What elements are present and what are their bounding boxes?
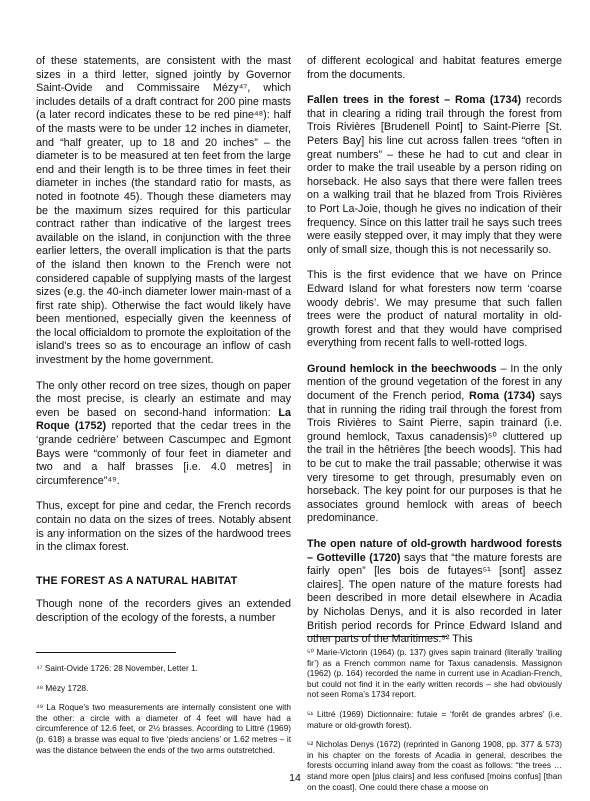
paragraph-text: says that “the mature forests are fairly open” [les bois de futayes⁵¹ [sont] assez claires]. The open nature of the mature forests had been described in more detail elsewhere in Acadia by Nicholas Denys, and it is also recorded in later British period records for Prince Edward Island and other parts of the Maritimes.⁵² This <box>307 551 563 646</box>
footnote: ⁴⁹ La Roque’s two measurements are internally consistent one with the other: a circle with a diameter of 4 feet will have had a circumference of 12.6 feet, or 2½ brasses. According to Littré (1969) (p. 618) a brasse was equal to five ‘pieds anciens’ or 1.62 metres – it was the distance between the ends of the two arms outstretched. <box>36 702 291 755</box>
paragraph <box>307 363 562 526</box>
footnote: ⁴⁷ Saint-Ovide 1726: 28 November, Letter 1. <box>36 663 198 673</box>
paragraph-text: The only other record on tree sizes, though on paper the most precise, is clearly an estimate and may even be based on second-hand information: <box>36 379 291 419</box>
paragraph-text: reported that the cedar trees in the ‘grande cedrière’ between Cascumpec and Egmont Bays were “commonly of four feet in diameter and two and a half brasses [i.e. 4.0 metres] in circumference”⁴⁹. <box>36 420 292 487</box>
footnote-divider <box>36 652 176 653</box>
left-column <box>36 55 291 638</box>
paragraph <box>307 538 562 647</box>
page-number: 14 <box>289 772 301 784</box>
subsection-heading: Ground hemlock in the beechwoods <box>307 362 497 375</box>
paragraph: of different ecological and habitat features emerge from the documents. <box>307 55 562 81</box>
paragraph <box>307 94 562 257</box>
paragraph: of these statements, are consistent with the mast sizes in a third letter, signed jointly by Governor Saint-Ovide and Commissaire Mézy⁴⁷, which includes details of a draft contract for 200 pine masts (a later record indicates these to be red pine⁴⁸): half of the masts were to be under 12 inches in diameter, and “half greater, up to 18 and 20 inches” – the diameter is to be measured at ten feet from the large end and their length is to be three times in feet their diameter in inches (the standard ratio for masts, as noted in footnote 45). Though these diameters may be the maximum sizes required for this particular contract rather than indicative of the largest trees available on the island, in conjunction with the three earlier letters, the overall implication is that the parts of the island then known to the French were not considered capable of supplying masts of the largest sizes (e.g. the 40-inch diameter lower main-mast of a first rate ship). Otherwise the fact would likely have been mentioned, especially given the keenness of the local officialdom to promote the exploitation of the island’s trees so as to encourage an inflow of cash investment by the home government. <box>36 55 291 367</box>
footnote: ⁵⁰ Marie-Victorin (1964) (p. 137) gives sapin trainard (literally ‘trailing fir’) as a French common name for Taxus canadensis. Massignon (1962) (p. 164) recorded the name in current use in Acadian-French, but could not find it in the early written records – she had obviously not seen Roma’s 1734 report. <box>307 647 562 700</box>
citation-bold: Roma (1734) <box>469 390 536 403</box>
citation-bold: La Roque (1752) <box>36 406 292 433</box>
paragraph-text: records that in clearing a riding trail through the forest from Trois Rivières [Brudenell Point] to Saint-Pierre [St. Peters Bay] his line cut across fallen trees “often in great numbers” – these he had to cut and clear in order to make the trail useable by a person riding on horseback. He also says that there were fallen trees on a walking trail that he blazed from Trois Rivières to Port La-Joie, though he gives no indication of their frequency. Since on this latter trail he says such trees were easily stepped over, it may imply that they were only of small size, though this is not necessarily so. <box>307 94 562 256</box>
footnote: ⁵² Nicholas Denys (1672) (reprinted in Ganong 1908, pp. 377 & 573) in his chapter on the forests of Acadia in general, describes the forests occurring inland away from the coast as follows: “the trees … stand more open [plus clairs] and less confused [moins confus] [than on the coast]. One could there chase a moose on <box>307 739 562 792</box>
footnote: ⁴⁸ Mézy 1728. <box>36 682 89 693</box>
paragraph-text: says that in running the riding trail through the forest from Trois Rivières to Saint Pierre, sapin trainard (i.e. ground hemlock, Taxus canadensis)⁵⁰ cluttered up the trail in the hêtrières [the beech woods]. This had to be cut to make the trail passable; otherwise it was very tiresome to get through, presumably even on horseback. The key point for our purposes is that he associates ground hemlock with areas of beech predominance. <box>307 390 563 525</box>
subsection-heading: The open nature of old-growth hardwood forests – Gotteville (1720) <box>307 538 562 564</box>
footnote-divider <box>307 636 447 637</box>
paragraph: This is the first evidence that we have on Prince Edward Island for what foresters now term ‘coarse woody debris’. We may presume that such fallen trees were the product of natural mortality in old-growth forest and that they would have comprised everything from recent falls to well-rotted logs. <box>307 269 562 350</box>
paragraph-text: – In the only mention of the ground vegetation of the forest in any document of the French period, <box>307 362 563 403</box>
subsection-heading: Fallen trees in the forest – Roma (1734) <box>307 94 522 107</box>
paragraph: Thus, except for pine and cedar, the French records contain no data on the sizes of trees. Notably absent is any information on the sizes of the hardwood trees in the climax forest. <box>36 500 291 554</box>
right-column <box>307 55 562 659</box>
paragraph <box>36 380 291 489</box>
paragraph: Though none of the recorders gives an extended description of the ecology of the forests, a number <box>36 598 291 624</box>
footnotes-left <box>36 652 291 764</box>
footnote: ⁵¹ Littré (1969) Dictionnaire: futaie = ‘forêt de grandes arbres’ (i.e. mature or old-growth forest). <box>307 708 562 730</box>
section-heading: THE FOREST AS A NATURAL HABITAT <box>36 574 238 587</box>
